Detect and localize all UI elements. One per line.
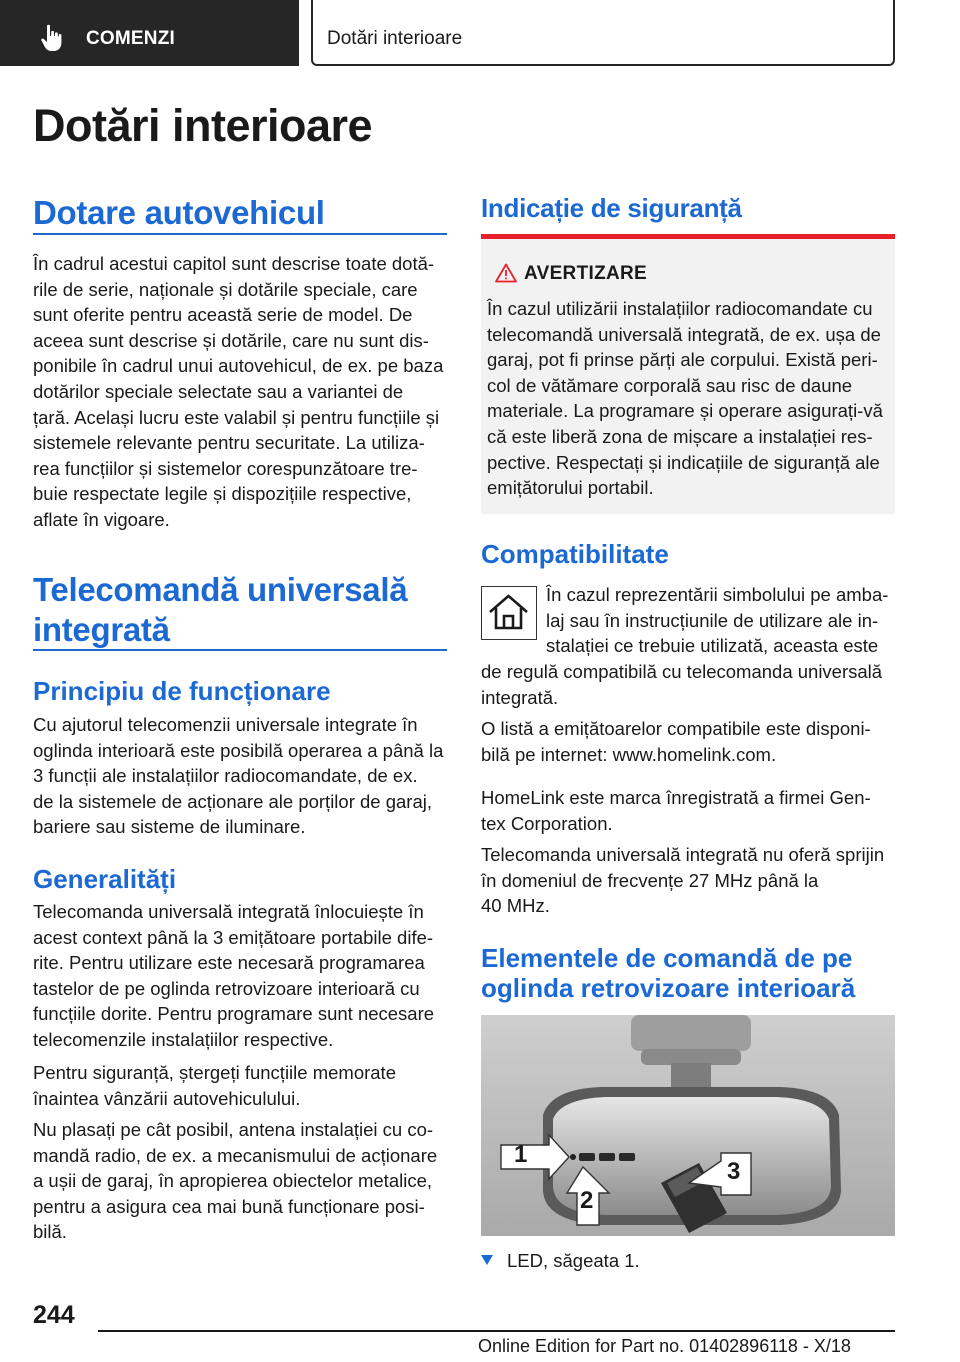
callout-1: 1	[514, 1141, 528, 1168]
heading-compatibility: Compatibilitate	[481, 539, 669, 569]
bullet-text: LED, săgeata 1.	[507, 1250, 640, 1271]
callout-3: 3	[727, 1158, 741, 1185]
heading-safety: Indicație de siguranță	[481, 193, 742, 223]
bullet-led	[481, 1250, 640, 1272]
paragraph-compat-full: de regulă compatibilă cu telecomanda universală integrată.	[481, 661, 883, 708]
paragraph-principle: Cu ajutorul telecomenzii universale integrate în oglinda interioară este posibilă operarea a până la 3 funcții ale instalațiilor radiocomandate, de ex. de la sistemele de acționare ale porților de garaj, bariere sau sisteme de iluminare.	[33, 714, 444, 838]
paragraph-frequency: Telecomanda universală integrată nu oferă sprijin în domeniul de frecvențe 27 MHz până la 40 MHz.	[481, 844, 885, 917]
paragraph-equipment: În cadrul acestui capitol sunt descrise toate dotă- rile de serie, naționale și dotările speciale, care sunt oferite pentru această serie de model. De aceea sunt descrise și dotările, care nu sunt dis- ponibile în cadrul unui autovehicul, de ex. pe baza dotărilor speciale selectate sau a variantei de țară. Același lucru este valabil și pentru funcțiile și sistemele relevante pentru securitate. La utiliza- rea funcțiilor și sistemelor corespunzătoare tre- buie respectate legile și dispozițiile respective, aflate în vigoare.	[33, 253, 444, 530]
header-section-tab[interactable]	[0, 0, 299, 66]
footer-rule	[98, 1330, 895, 1332]
paragraph-compat-wrap: În cazul reprezentării simbolului pe amba- laj sau în instrucțiunile de utilizare ale in- stalației ce trebuie utilizată, aceasta este	[546, 584, 889, 657]
bullet-triangle-icon	[481, 1255, 493, 1265]
paragraph-general-3: Nu plasați pe cât posibil, antena instalației cu co- mandă radio, de ex. a mecanismului de acționare a ușii de garaj, în apropierea obiectelor metalice, pentru a asigura cea mai bună funcționare posi- bilă.	[33, 1119, 438, 1243]
heading-equipment: Dotare autovehicul	[33, 194, 325, 231]
paragraph-general-1: Telecomanda universală integrată înlocuiește în acest context până la 3 emițătoare portabile dife- rite. Pentru utilizare este necesară programarea tastelor de pe oglinda retrovizoare interioară cu funcțiile dorite. Pentru programare sunt necesare telecomenzile instalațiilor respective.	[33, 901, 435, 1050]
page-number: 244	[33, 1301, 75, 1329]
heading-controls: Elementele de comandă de pe oglinda retrovizoare interioară	[481, 943, 856, 1003]
heading-general: Generalități	[33, 864, 177, 894]
header-chapter-box	[311, 0, 895, 66]
warning-label: AVERTIZARE	[524, 263, 647, 284]
page-title: Dotări interioare	[33, 100, 373, 151]
warning-box	[481, 234, 895, 514]
homelink-house-icon	[481, 586, 537, 640]
heading-rule	[33, 233, 447, 235]
footer-edition: Online Edition for Part no. 01402896118 - X/18	[478, 1336, 851, 1356]
header-chapter-label: Dotări interioare	[327, 28, 463, 49]
heading-rule	[33, 649, 447, 651]
paragraph-general-2: Pentru siguranță, ștergeți funcțiile memorate înaintea vânzării autovehiculului.	[33, 1062, 396, 1109]
heading-principle: Principiu de funcționare	[33, 676, 331, 706]
mirror-photo	[481, 1015, 895, 1236]
callout-2: 2	[580, 1187, 594, 1214]
warning-triangle-icon	[495, 263, 517, 283]
paragraph-compat-list: O listă a emițătoarelor compatibile este disponi- bilă pe internet: www.homelink.com.	[481, 718, 871, 765]
paragraph-homelink: HomeLink este marca înregistrată a firmei Gen- tex Corporation.	[481, 787, 871, 834]
heading-universal-remote: Telecomandă universală integrată	[33, 571, 408, 648]
header-section-label: COMENZI	[86, 28, 176, 49]
warning-text: În cazul utilizării instalațiilor radiocomandate cu telecomandă universală integrată, de ex. ușa de garaj, pot fi prinse părți ale corpului. Există peri- col de vătămare corporală sau risc de daune materiale. La programare și operare asigurați-vă că este liberă zona de mișcare a instalației res- pective. Respectați și indicațiile de siguranță ale emițătorului portabil.	[487, 298, 883, 499]
hand-pointer-icon	[40, 24, 66, 52]
